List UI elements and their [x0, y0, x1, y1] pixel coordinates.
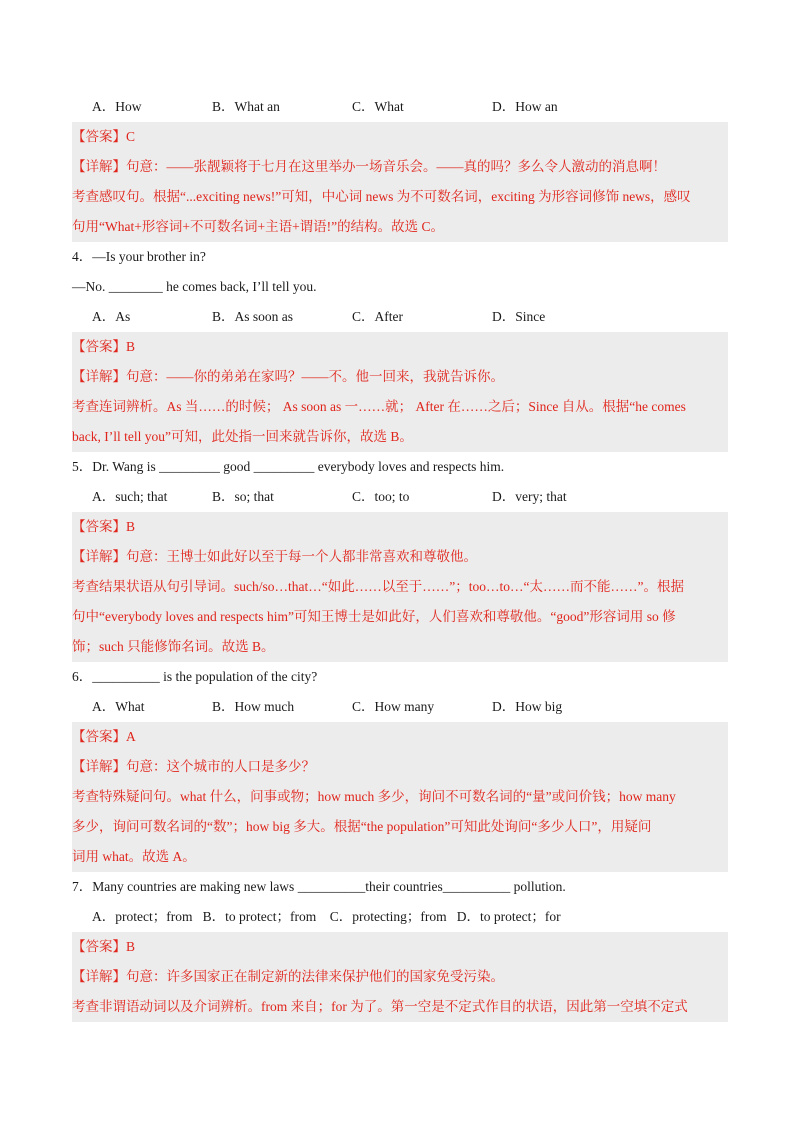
q3-answer — [72, 122, 728, 152]
q3-option-b: B．What an — [212, 99, 280, 114]
q4-detail-line: back, I’ll tell you”可知，此处指一回来就告诉你，故选 B。 — [72, 429, 413, 444]
q3-answer-block — [72, 122, 728, 242]
q6-detail-line: 考查特殊疑问句。what 什么，问事或物；how much 多少，询问不可数名词的“量”或问价钱；how many — [72, 789, 676, 804]
q3-detail-line: 句用“What+形容词+不可数名词+主语+谓语!”的结构。故选 C。 — [72, 219, 445, 234]
answer-value: B — [126, 339, 136, 354]
detail-label: 【详解】 — [72, 759, 126, 774]
answer-label: 【答案】 — [72, 519, 126, 534]
q6-question-line: 6．__________ is the population of the city? — [72, 669, 318, 684]
q4-option-d: D．Since — [492, 309, 546, 324]
q6-option-c: C．How many — [352, 699, 435, 714]
q5-option-c: C．too; to — [352, 489, 410, 504]
q5-options — [72, 482, 728, 512]
q6-option-a: A．What — [92, 699, 145, 714]
q5-detail-line: 句中“everybody loves and respects him”可知王博士是如此好，人们喜欢和尊敬他。“good”形容词用 so 修 — [72, 609, 676, 624]
q4-answer — [72, 332, 728, 362]
q6-options — [72, 692, 728, 722]
q4-options — [72, 302, 728, 332]
q4-detail-line: 考查连词辨析。As 当……的时候； As soon as 一……就； After 在……之后；Since 自从。根据“he comes — [72, 399, 686, 414]
q4-question-line: —No. ________ he comes back, I’ll tell you. — [72, 279, 317, 294]
q5-detail-line: 饰；such 只能修饰名词。故选 B。 — [72, 639, 275, 654]
detail-label: 【详解】 — [72, 159, 126, 174]
q5-option-b: B．so; that — [212, 489, 274, 504]
content — [72, 92, 728, 1022]
q7-detail-line: 考查非谓语动词以及介词辨析。from 来自；for 为了。第一空是不定式作目的状语，因此第一空填不定式 — [72, 999, 688, 1014]
answer-label: 【答案】 — [72, 729, 126, 744]
answer-label: 【答案】 — [72, 129, 126, 144]
answer-value: B — [126, 939, 136, 954]
answer-value: B — [126, 519, 136, 534]
answer-label: 【答案】 — [72, 339, 126, 354]
q3-detail-line: 考查感叹句。根据“...exciting news!”可知，中心词 news 为不可数名词，exciting 为形容词修饰 news，感叹 — [72, 189, 691, 204]
q6-detail-line — [72, 752, 728, 782]
q7-question-line: 7．Many countries are making new laws __________their countries__________ pollution. — [72, 879, 566, 894]
q3-option-c: C．What — [352, 99, 404, 114]
q5-detail-line: 考查结果状语从句引导词。such/so…that…“如此……以至于……”；too…to…“太……而不能……”。根据 — [72, 579, 684, 594]
q4-option-b: B．As soon as — [212, 309, 294, 324]
q3-detail-line — [72, 152, 728, 182]
q5-question-line: 5．Dr. Wang is _________ good _________ everybody loves and respects him. — [72, 459, 505, 474]
q5-answer-block — [72, 512, 728, 662]
q3-option-a: A．How — [92, 99, 142, 114]
q7-options: A．protect；from B．to protect；from C．protecting；from D．to protect；for — [92, 909, 561, 924]
q7-answer-block — [72, 932, 728, 1022]
q6-detail-line: 多少，询问可数名词的“数”；how big 多大。根据“the population”可知此处询问“多少人口”，用疑问 — [72, 819, 652, 834]
detail-label: 【详解】 — [72, 549, 126, 564]
q5-option-a: A．such; that — [92, 489, 168, 504]
detail-text: 句意：——你的弟弟在家吗？——不。他一回来，我就告诉你。 — [126, 369, 504, 384]
q6-option-b: B．How much — [212, 699, 295, 714]
q4-question-line: 4．—Is your brother in? — [72, 249, 206, 264]
q4-option-a: A．As — [92, 309, 131, 324]
q6-answer — [72, 722, 728, 752]
q3-option-d: D．How an — [492, 99, 558, 114]
q5-option-d: D．very; that — [492, 489, 567, 504]
q6-answer-block — [72, 722, 728, 872]
detail-text: 句意：这个城市的人口是多少？ — [126, 759, 315, 774]
q5-answer — [72, 512, 728, 542]
q5-detail-line — [72, 542, 728, 572]
q7-detail-line — [72, 962, 728, 992]
q6-detail-line: 词用 what。故选 A。 — [72, 849, 196, 864]
q6-option-d: D．How big — [492, 699, 563, 714]
q4-option-c: C．After — [352, 309, 403, 324]
answer-value: A — [126, 729, 136, 744]
q4-detail-line — [72, 362, 728, 392]
answer-value: C — [126, 129, 136, 144]
detail-label: 【详解】 — [72, 969, 126, 984]
q7-answer — [72, 932, 728, 962]
detail-text: 句意：——张靓颖将于七月在这里举办一场音乐会。——真的吗？多么令人激动的消息啊！ — [126, 159, 666, 174]
detail-label: 【详解】 — [72, 369, 126, 384]
q4-answer-block — [72, 332, 728, 452]
answer-label: 【答案】 — [72, 939, 126, 954]
detail-text: 句意：王博士如此好以至于每一个人都非常喜欢和尊敬他。 — [126, 549, 477, 564]
detail-text: 句意：许多国家正在制定新的法律来保护他们的国家免受污染。 — [126, 969, 504, 984]
q3-options — [72, 92, 728, 122]
